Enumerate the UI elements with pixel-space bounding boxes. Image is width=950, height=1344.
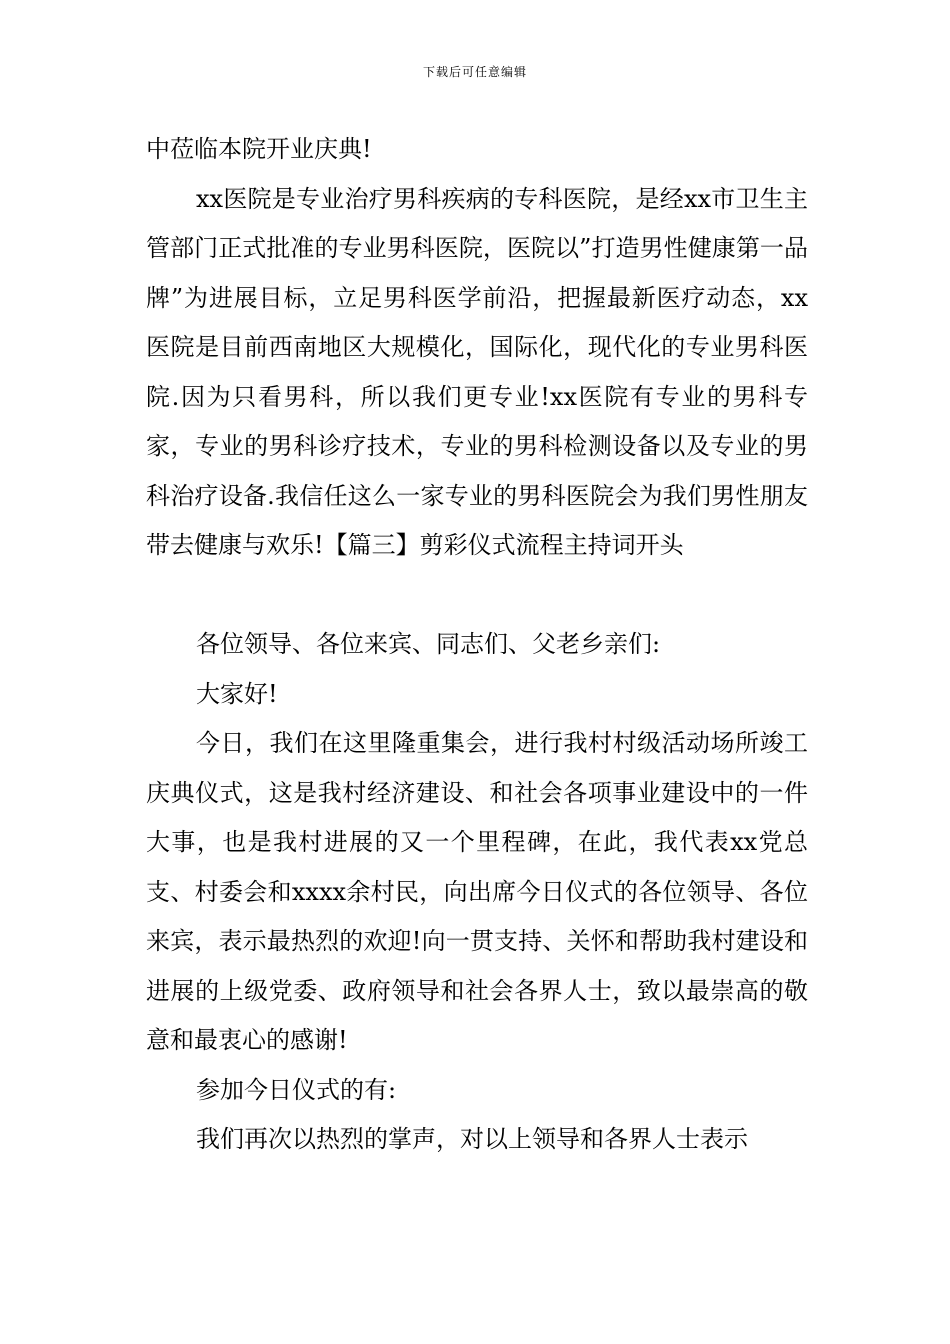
paragraph-salutation: 各位领导、各位来宾、同志们、父老乡亲们: xyxy=(196,630,661,658)
paragraph-attendees: 参加今日仪式的有: xyxy=(196,1075,397,1104)
paragraph-greeting: 大家好! xyxy=(196,679,278,708)
page-header: 下载后可任意编辑 xyxy=(422,65,527,79)
paragraph-hospital-intro: xx医院是专业治疗男科疾病的专科医院，是经xx市卫生主管部门正式批准的专业男科医院，医院以”打造男性健康第一品牌”为进展目标，立足男科医学前沿，把握最新医疗动态，xx医院是目前西南地区大规模化，国际化，现代化的专业男科医院.因为只看男科，所以我们更专业!xx医院有专业的男科专家，专业的男科诊疗技术，专业的男科检测设备以及专业的男科治疗设备.我信任这么一家专业的男科医院会为我们男性朋友带去健康与欢乐!【篇三】剪彩仪式流程主持词开头 xyxy=(146,184,808,559)
paragraph-applause: 我们再次以热烈的掌声，对以上领导和各界人士表示 xyxy=(196,1125,748,1153)
blank-line xyxy=(146,571,808,621)
document-body xyxy=(146,125,808,1165)
paragraph-opening-line: 中莅临本院开业庆典! xyxy=(146,135,372,163)
paragraph-ceremony-speech: 今日，我们在这里隆重集会，进行我村村级活动场所竣工庆典仪式，这是我村经济建设、和社会各项事业建设中的一件大事，也是我村进展的又一个里程碑，在此，我代表xx党总支、村委会和xxxx余村民，向出席今日仪式的各位领导、各位来宾，表示最热烈的欢迎!向一贯支持、关怀和帮助我村建设和进展的上级党委、政府领导和社会各界人士，致以最崇高的敬意和最衷心的感谢! xyxy=(146,729,808,1054)
